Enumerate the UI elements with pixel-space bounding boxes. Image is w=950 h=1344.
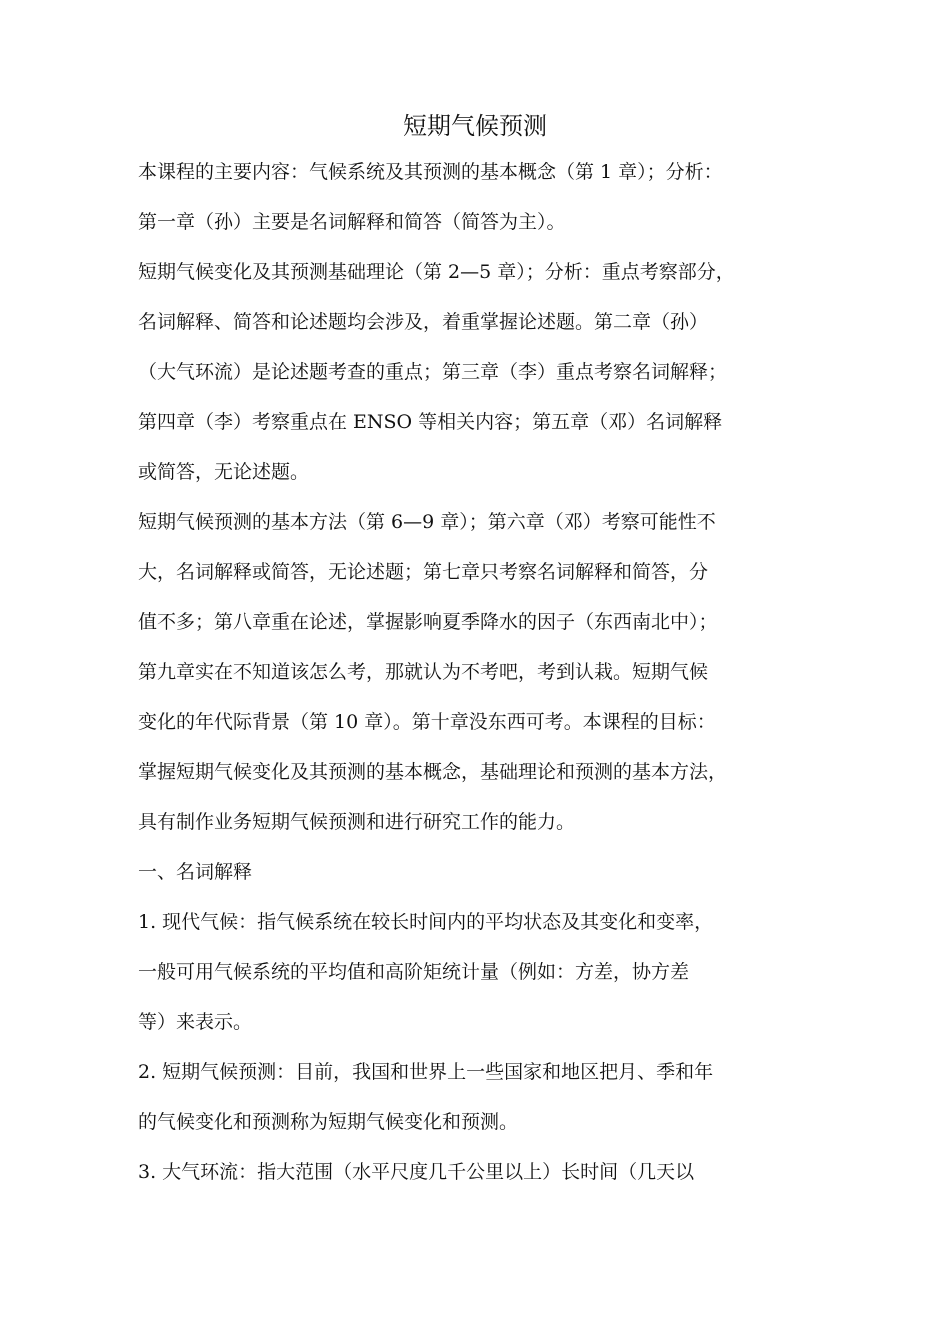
body-line: 名词解释、简答和论述题均会涉及，着重掌握论述题。第二章（孙） <box>138 311 709 333</box>
body-line: 或简答，无论述题。 <box>138 461 310 483</box>
body-line: 本课程的主要内容：气候系统及其预测的基本概念（第 1 章）；分析： <box>138 161 723 183</box>
definition-line: 3. 大气环流：指大范围（水平尺度几千公里以上）长时间（几天以 <box>138 1161 695 1183</box>
definition-line: 的气候变化和预测称为短期气候变化和预测。 <box>138 1111 519 1133</box>
document-title: 短期气候预测 <box>403 112 547 140</box>
body-line: 第一章（孙）主要是名词解释和简答（简答为主）。 <box>138 211 566 233</box>
definition-line: 2. 短期气候预测：目前，我国和世界上一些国家和地区把月、季和年 <box>138 1061 714 1083</box>
body-line: 短期气候变化及其预测基础理论（第 2—5 章）；分析：重点考察部分， <box>138 261 735 283</box>
definition-line: 等）来表示。 <box>138 1011 253 1033</box>
section-heading: 一、名词解释 <box>138 861 253 883</box>
definition-line: 1. 现代气候：指气候系统在较长时间内的平均状态及其变化和变率， <box>138 911 714 933</box>
body-line: 值不多；第八章重在论述，掌握影响夏季降水的因子（东西南北中）； <box>138 611 718 633</box>
body-line: 短期气候预测的基本方法（第 6—9 章）；第六章（邓）考察可能性不 <box>138 511 716 533</box>
body-line: 大，名词解释或简答，无论述题；第七章只考察名词解释和简答，分 <box>138 561 709 583</box>
body-line: 具有制作业务短期气候预测和进行研究工作的能力。 <box>138 811 576 833</box>
body-line: 第四章（李）考察重点在 ENSO 等相关内容；第五章（邓）名词解释 <box>138 411 723 433</box>
body-line: 第九章实在不知道该怎么考，那就认为不考吧，考到认栽。短期气候 <box>138 661 709 683</box>
body-line: （大气环流）是论述题考查的重点；第三章（李）重点考察名词解释； <box>138 361 728 383</box>
body-line: 掌握短期气候变化及其预测的基本概念，基础理论和预测的基本方法， <box>138 761 728 783</box>
definition-line: 一般可用气候系统的平均值和高阶矩统计量（例如：方差，协方差 <box>138 961 690 983</box>
body-line: 变化的年代际背景（第 10 章）。第十章没东西可考。本课程的目标： <box>138 711 716 733</box>
